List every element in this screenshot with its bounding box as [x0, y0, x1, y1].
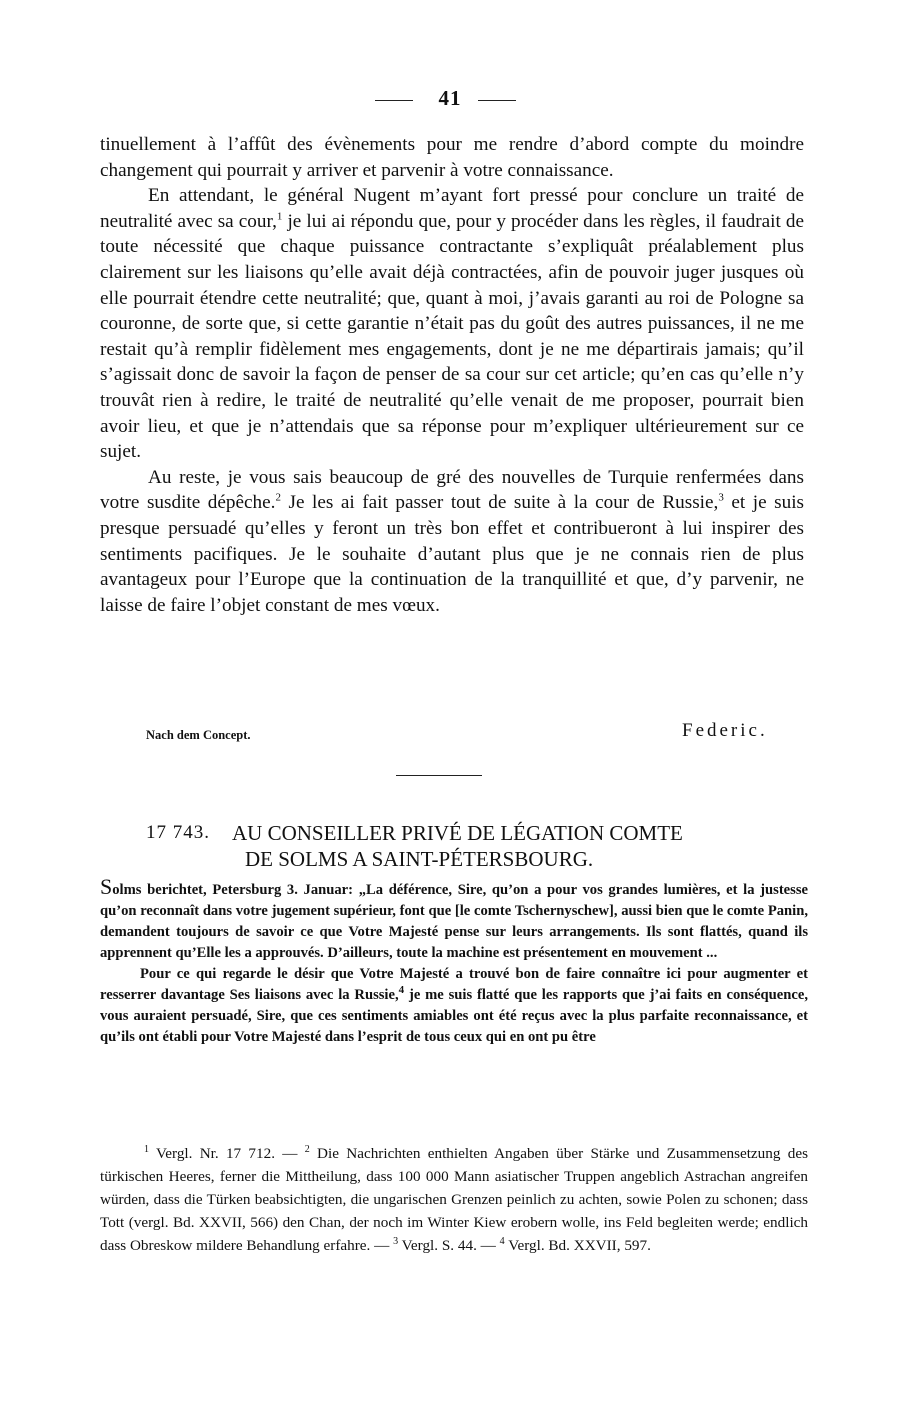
- signature: Federic.: [682, 720, 768, 741]
- footnote-marker-4: 4: [499, 1235, 505, 1247]
- section-divider: [396, 775, 482, 776]
- paragraph-2: En attendant, le général Nugent m’ayant fort pressé pour conclure un traité de neutralité avec sa cour,$^1$ je lui ai répondu que, pour y procéder dans les règles, il faudrait de toute nécessité que chaque puissance contractante s’expliquât préalablement plus clairement sur les liaisons qu’elle avait déjà contractées, afin de pouvoir juger jusques où elle pourrait étendre cette neutralité; que, quant à moi, j’avais garanti au roi de Pologne sa couronne, de sorte que, si cette garantie n’était pas du goût des autres puissances, il ne me restait qu’à remplir fidèlement mes engagements, dont je ne me départirais jamais; qu’il s’agissait donc de savoir la façon de penser de sa cour sur cet article; qu’en cas qu’elle n’y trouvât rien à redire, le traité de neutralité qu’elle venait de me proposer, pourrait bien avoir lieu, et que je n’attendais que sa réponse pour m’expliquer ultérieurement sur ce sujet.: [100, 185, 804, 463]
- footnote-ref-4: 4: [398, 984, 405, 997]
- continuation-text: [100, 132, 804, 618]
- header-dash-left: [375, 100, 413, 101]
- footnote-marker-1: 1: [144, 1143, 149, 1155]
- footnote-marker-2: 2: [304, 1143, 310, 1155]
- header-dash-right: [478, 100, 516, 101]
- footnote-marker-3: 3: [393, 1235, 399, 1247]
- drop-initial: S: [100, 874, 113, 899]
- letter-address-line-1: AU CONSEILLER PRIVÉ DE LÉGATION COMTE: [232, 821, 683, 845]
- footnote-block: $^1$ Vergl. Nr. 17 712. — $^2$ Die Nachrichten enthielten Angaben über Stärke und Zusammensetzung des türkischen Heeres, ferner die Mittheilung, dass 100 000 Mann asiatischer Truppen angeblich Astrachan angreifen würden, dass die Türken beabsichtigten, die ungarischen Grenzen peinlich zu achten, sowie Polen zu schonen; dass Tott (vergl. Bd. XXVII, 566) den Chan, der noch im Winter Kiew erobern wolle, ins Feld begleiten werde; endlich dass Obreskow mildere Behandlung erfahre. — $^3$ Vergl. S. 44. — $^4$ Vergl. Bd. XXVII, 597.: [100, 1143, 808, 1254]
- footnote-ref-1: 1: [276, 210, 283, 223]
- page-header: [0, 86, 900, 116]
- source-note: Nach dem Concept.: [146, 728, 251, 742]
- paragraph-3: Au reste, je vous sais beaucoup de gré des nouvelles de Turquie renfermées dans votre susdite dépêche.$^2$ Je les ai fait passer tout de suite à la cour de Russie,$^3$ et je suis presque persuadé qu’elles y feront un très bon effet et contribueront à lui inspirer des sentiments pacifiques. Je le souhaite d’autant plus que je ne connais rien de plus avantageux pour l’Europe que la continuation de la tranquillité et que, d’y parvenir, ne laisse de faire l’objet constant de mes vœux.: [100, 466, 804, 616]
- footnote-ref-3: 3: [718, 491, 724, 504]
- letter-number: 17 743.: [146, 822, 210, 843]
- footnote-ref-2: 2: [275, 491, 281, 504]
- page-number: 41: [438, 86, 462, 110]
- paragraph-1: tinuellement à l’affût des évènements pour me rendre d’abord compte du moindre changement qui pourrait y arriver et parvenir à votre connaissance.: [100, 134, 804, 181]
- summary-paragraph-2: Pour ce qui regarde le désir que Votre Majesté a trouvé bon de faire connaître ici pour augmenter et resserrer davantage Ses liaisons avec la Russie,$^4$ je me suis flatté que les rapports que j’ai faits en conséquence, vous auraient persuadé, Sire, que ces sentiments amiables ont été reçus avec la plus parfaite reconnaissance, et qu’ils ont établi pour Votre Majesté dans l’esprit de tous ceux qui en ont pu être: [100, 966, 808, 1045]
- letter-summary: [100, 876, 808, 1048]
- letter-address-line-2: DE SOLMS A SAINT-PÉTERSBOURG.: [245, 847, 594, 871]
- footnotes: [100, 1142, 808, 1257]
- summary-paragraph-1: Solms berichtet, Petersburg 3. Januar: „La déférence, Sire, qu’on a pour vos grandes lumières, et la justesse qu’on reconnaît dans votre jugement supérieur, font que [le comte Tschernyschew], aussi bien que le comte Panin, demandent toujours de savoir ce que Votre Majesté pense sur leurs arrangements. Ils sont flattés, quand ils apprennent qu’Elle les a approuvés. D’ailleurs, toute la machine est présentement en mouvement ...: [100, 874, 808, 961]
